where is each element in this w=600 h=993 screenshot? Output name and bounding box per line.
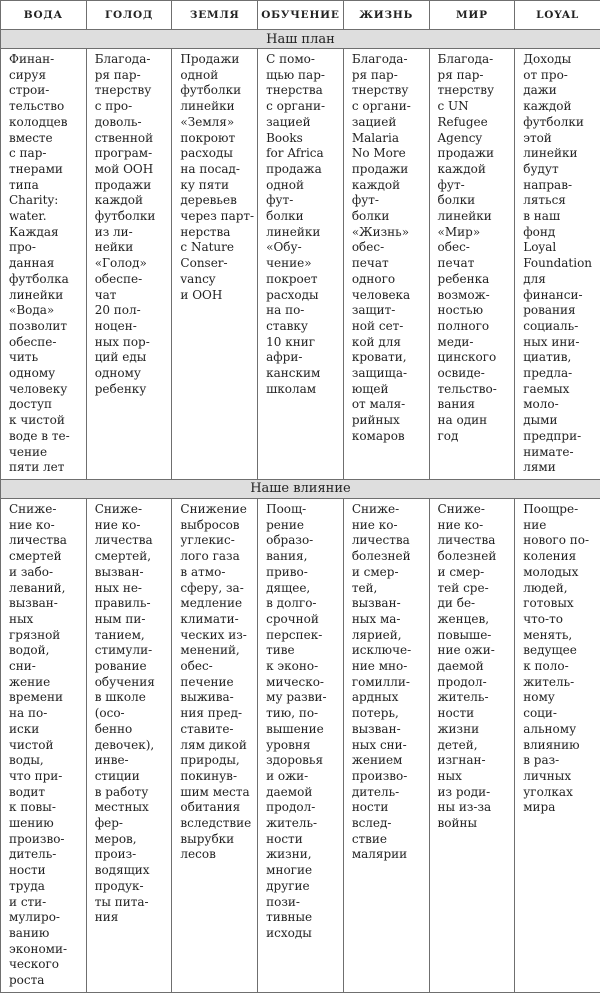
column-header-obuchenie: ОБУЧЕНИЕ — [258, 1, 344, 30]
impact-cell-zemlya: Снижение выбросов углекис- лого газа в атмо- сферу, за- медление климати- ческих из- менений, обес- печение выжива- ния пред- ставите- лям дикой природы, покинув- шим места обитания вследствие вырубки лесов — [172, 498, 258, 992]
impact-cell-mir: Сниже- ние ко- личества болезней и смер- тей сре- ди бе- женцев, повыше- ние ожи- даемой продол- житель- ности жизни детей, изгнан- ных из роди- ны из-за войны — [429, 498, 515, 992]
column-header-golod: ГОЛОД — [86, 1, 172, 30]
plan-row — [1, 49, 600, 480]
section-title-impact: Наше влияние — [1, 479, 600, 498]
impact-cell-voda: Сниже- ние ко- личества смертей и забо- леваний, вызван- ных грязной водой, сни- жение времени на по- иски чистой воды, что при- водит к повы- шению произво- дитель- ности труда и сти- мулиро- ванию экономи- ческого роста — [1, 498, 87, 992]
plan-cell-zhizn: Благода- ря пар- тнерству с органи- зацией Malaria No More продажи каждой фут- болки «Жизнь» обес- печат одного человека защит- ной сет- кой для кровати, защища- ющей от маля- рийных комаров — [343, 49, 429, 480]
header-row — [1, 1, 600, 30]
plan-cell-obuchenie: С помо- щью пар- тнерства с органи- зацией Books for Africa продажа одной фут- болки линейки «Обу- чение» покроет расходы на по- ставку 10 книг афри- канским школам — [258, 49, 344, 480]
column-header-mir: МИР — [429, 1, 515, 30]
section-title-plan: Наш план — [1, 30, 600, 49]
column-header-voda: ВОДА — [1, 1, 87, 30]
impact-cell-obuchenie: Поощ- рение образо- вания, приво- дящее, в долго- срочной перспек- тиве к эконо- мическо- му разви- тию, по- вышение уровня здоровья и ожи- даемой продол- житель- ности жизни, многие другие пози- тивные исходы — [258, 498, 344, 992]
impact-cell-loyal: Поощре- ние нового по- коления молодых людей, готовых что-то менять, ведущее к поло- житель- ному соци- альному влиянию в раз- личных уголках мира — [515, 498, 600, 992]
section-row-impact — [1, 479, 600, 498]
impact-cell-zhizn: Сниже- ние ко- личества болезней и смер- тей, вызван- ных ма- лярией, исключе- ние мно- гомилли- ардных потерь, вызван- ных сни- жением произво- дитель- ности вслед- ствие малярии — [343, 498, 429, 992]
plan-cell-golod: Благода- ря пар- тнерству с про- доволь- ственной програм- мой ООН продажи каждой футболки из ли- нейки «Голод» обеспе- чат 20 пол- ноцен- ных пор- ций еды одному ребенку — [86, 49, 172, 480]
column-header-zhizn: ЖИЗНЬ — [343, 1, 429, 30]
plan-cell-voda: Финан- сируя строи- тельство колодцев вместе с пар- тнерами типа Charity: water. Каждая про- данная футболка линейки «Вода» позволит обеспе- чить одному человеку доступ к чистой воде в те- чение пяти лет — [1, 49, 87, 480]
section-row-plan — [1, 30, 600, 49]
plan-cell-zemlya: Продажи одной футболки линейки «Земля» покроют расходы на посад- ку пяти деревьев через парт- нерства с Nature Conser- vancy и ООН — [172, 49, 258, 480]
plan-cell-loyal: Доходы от про- дажи каждой футболки этой линейки будут направ- ляться в наш фонд Loyal Foundation для финанси- рования социаль- ных ини- циатив, предла- гаемых моло- дыми предпри- нимате- лями — [515, 49, 600, 480]
column-header-loyal: LOYAL — [515, 1, 600, 30]
impact-cell-golod: Сниже- ние ко- личества смертей, вызван- ных не- правиль- ным пи- танием, стимули- рование обучения в школе (осо- бенно девочек), инве- стиции в работу местных фер- меров, произ- водящих продук- ты пита- ния — [86, 498, 172, 992]
impact-row — [1, 498, 600, 992]
column-header-zemlya: ЗЕМЛЯ — [172, 1, 258, 30]
plan-cell-mir: Благода- ря пар- тнерству с UN Refugee Agency продажи каждой фут- болки линейки «Мир» обес- печат ребенка возмож- ностью полного меди- цинского освиде- тельство- вания на один год — [429, 49, 515, 480]
